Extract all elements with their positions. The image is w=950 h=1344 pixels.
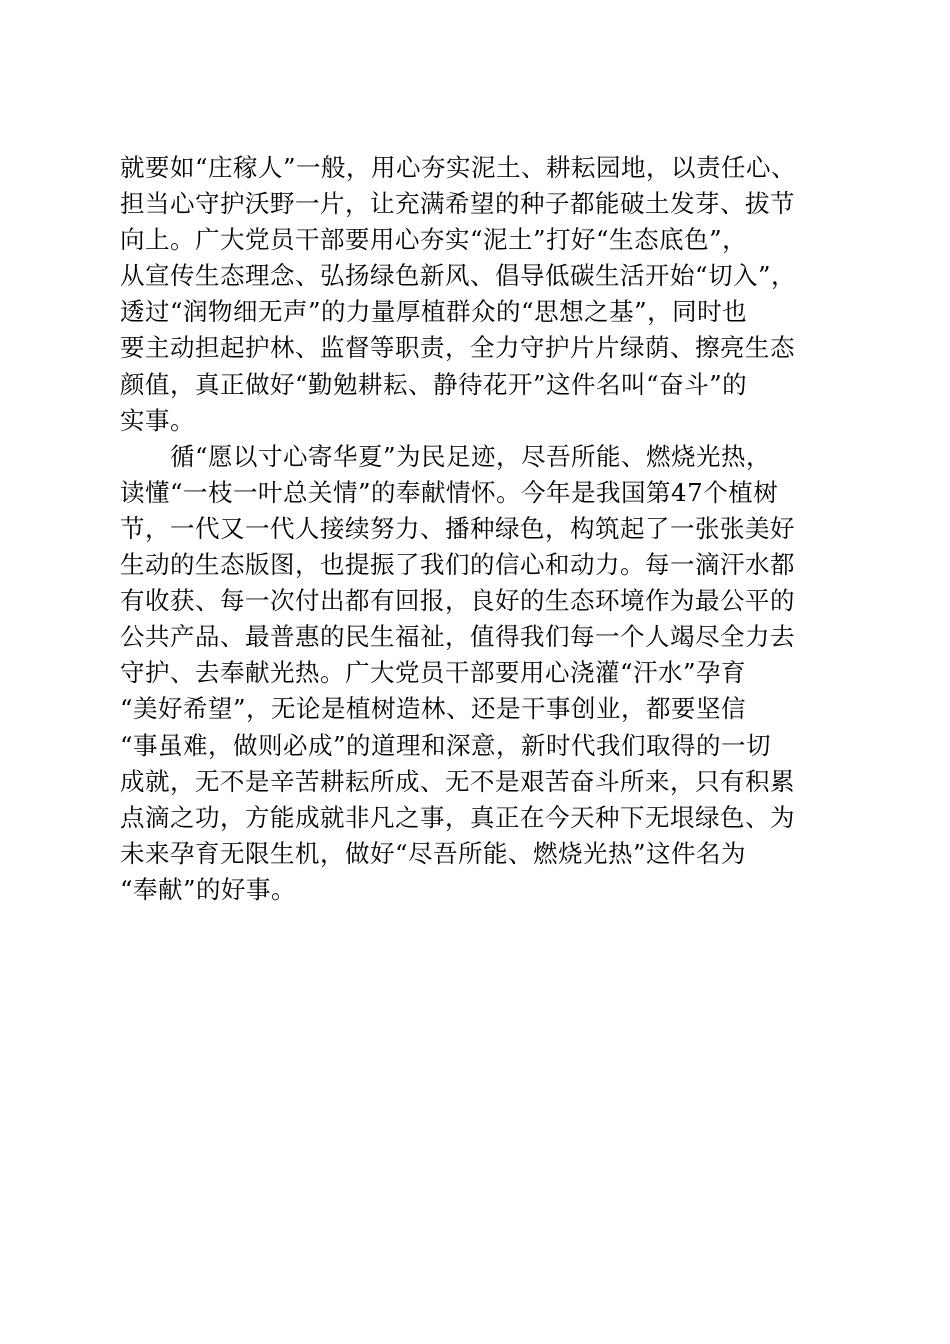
text-line: “奉献”的好事。 — [120, 874, 297, 904]
text-line: 节，一代又一代人接续努力、播种绿色，构筑起了一张张美好 — [120, 513, 795, 543]
text-line: 公共产品、最普惠的民生福祉，值得我们每一个人竭尽全力去 — [120, 622, 795, 652]
text-line: 循“愿以寸心寄华夏”为民足迹，尽吾所能、燃烧光热， — [120, 441, 772, 471]
text-line: 要主动担起护林、监督等职责，全力守护片片绿荫、擦亮生态 — [120, 333, 795, 363]
document-body — [120, 150, 840, 908]
text-line: 实事。 — [120, 405, 195, 435]
text-line: “美好希望”，无论是植树造林、还是干事创业，都要坚信 — [120, 694, 747, 724]
text-line: 未来孕育无限生机，做好“尽吾所能、燃烧光热”这件名为 — [120, 838, 747, 868]
text-line: 守护、去奉献光热。广大党员干部要用心浇灌“汗水”孕育 — [120, 658, 747, 688]
text-line: 点滴之功，方能成就非凡之事，真正在今天种下无垠绿色、为 — [120, 802, 795, 832]
text-line: 就要如“庄稼人”一般，用心夯实泥土、耕耘园地，以责任心、 — [120, 153, 797, 182]
text-line: 从宣传生态理念、弘扬绿色新风、倡导低碳生活开始“切入”， — [120, 261, 797, 291]
text-line: 颜值，真正做好“勤勉耕耘、静待花开”这件名叫“奋斗”的 — [120, 369, 748, 399]
text-line: 成就，无不是辛苦耕耘所成、无不是艰苦奋斗所来，只有积累 — [120, 766, 795, 796]
text-line: 生动的生态版图，也提振了我们的信心和动力。每一滴汗水都 — [120, 550, 795, 580]
text-line: 读懂“一枝一叶总关情”的奉献情怀。今年是我国第47个植树 — [120, 477, 779, 507]
text-line: 向上。广大党员干部要用心夯实“泥土”打好“生态底色”， — [120, 225, 748, 255]
text-line: 担当心守护沃野一片，让充满希望的种子都能破土发芽、拔节 — [120, 189, 795, 219]
text-line: 有收获、每一次付出都有回报，良好的生态环境作为最公平的 — [120, 586, 795, 616]
text-line: 透过“润物细无声”的力量厚植群众的“思想之基”，同时也 — [120, 297, 748, 327]
text-line: “事虽难，做则必成”的道理和深意，新时代我们取得的一切 — [120, 730, 772, 760]
